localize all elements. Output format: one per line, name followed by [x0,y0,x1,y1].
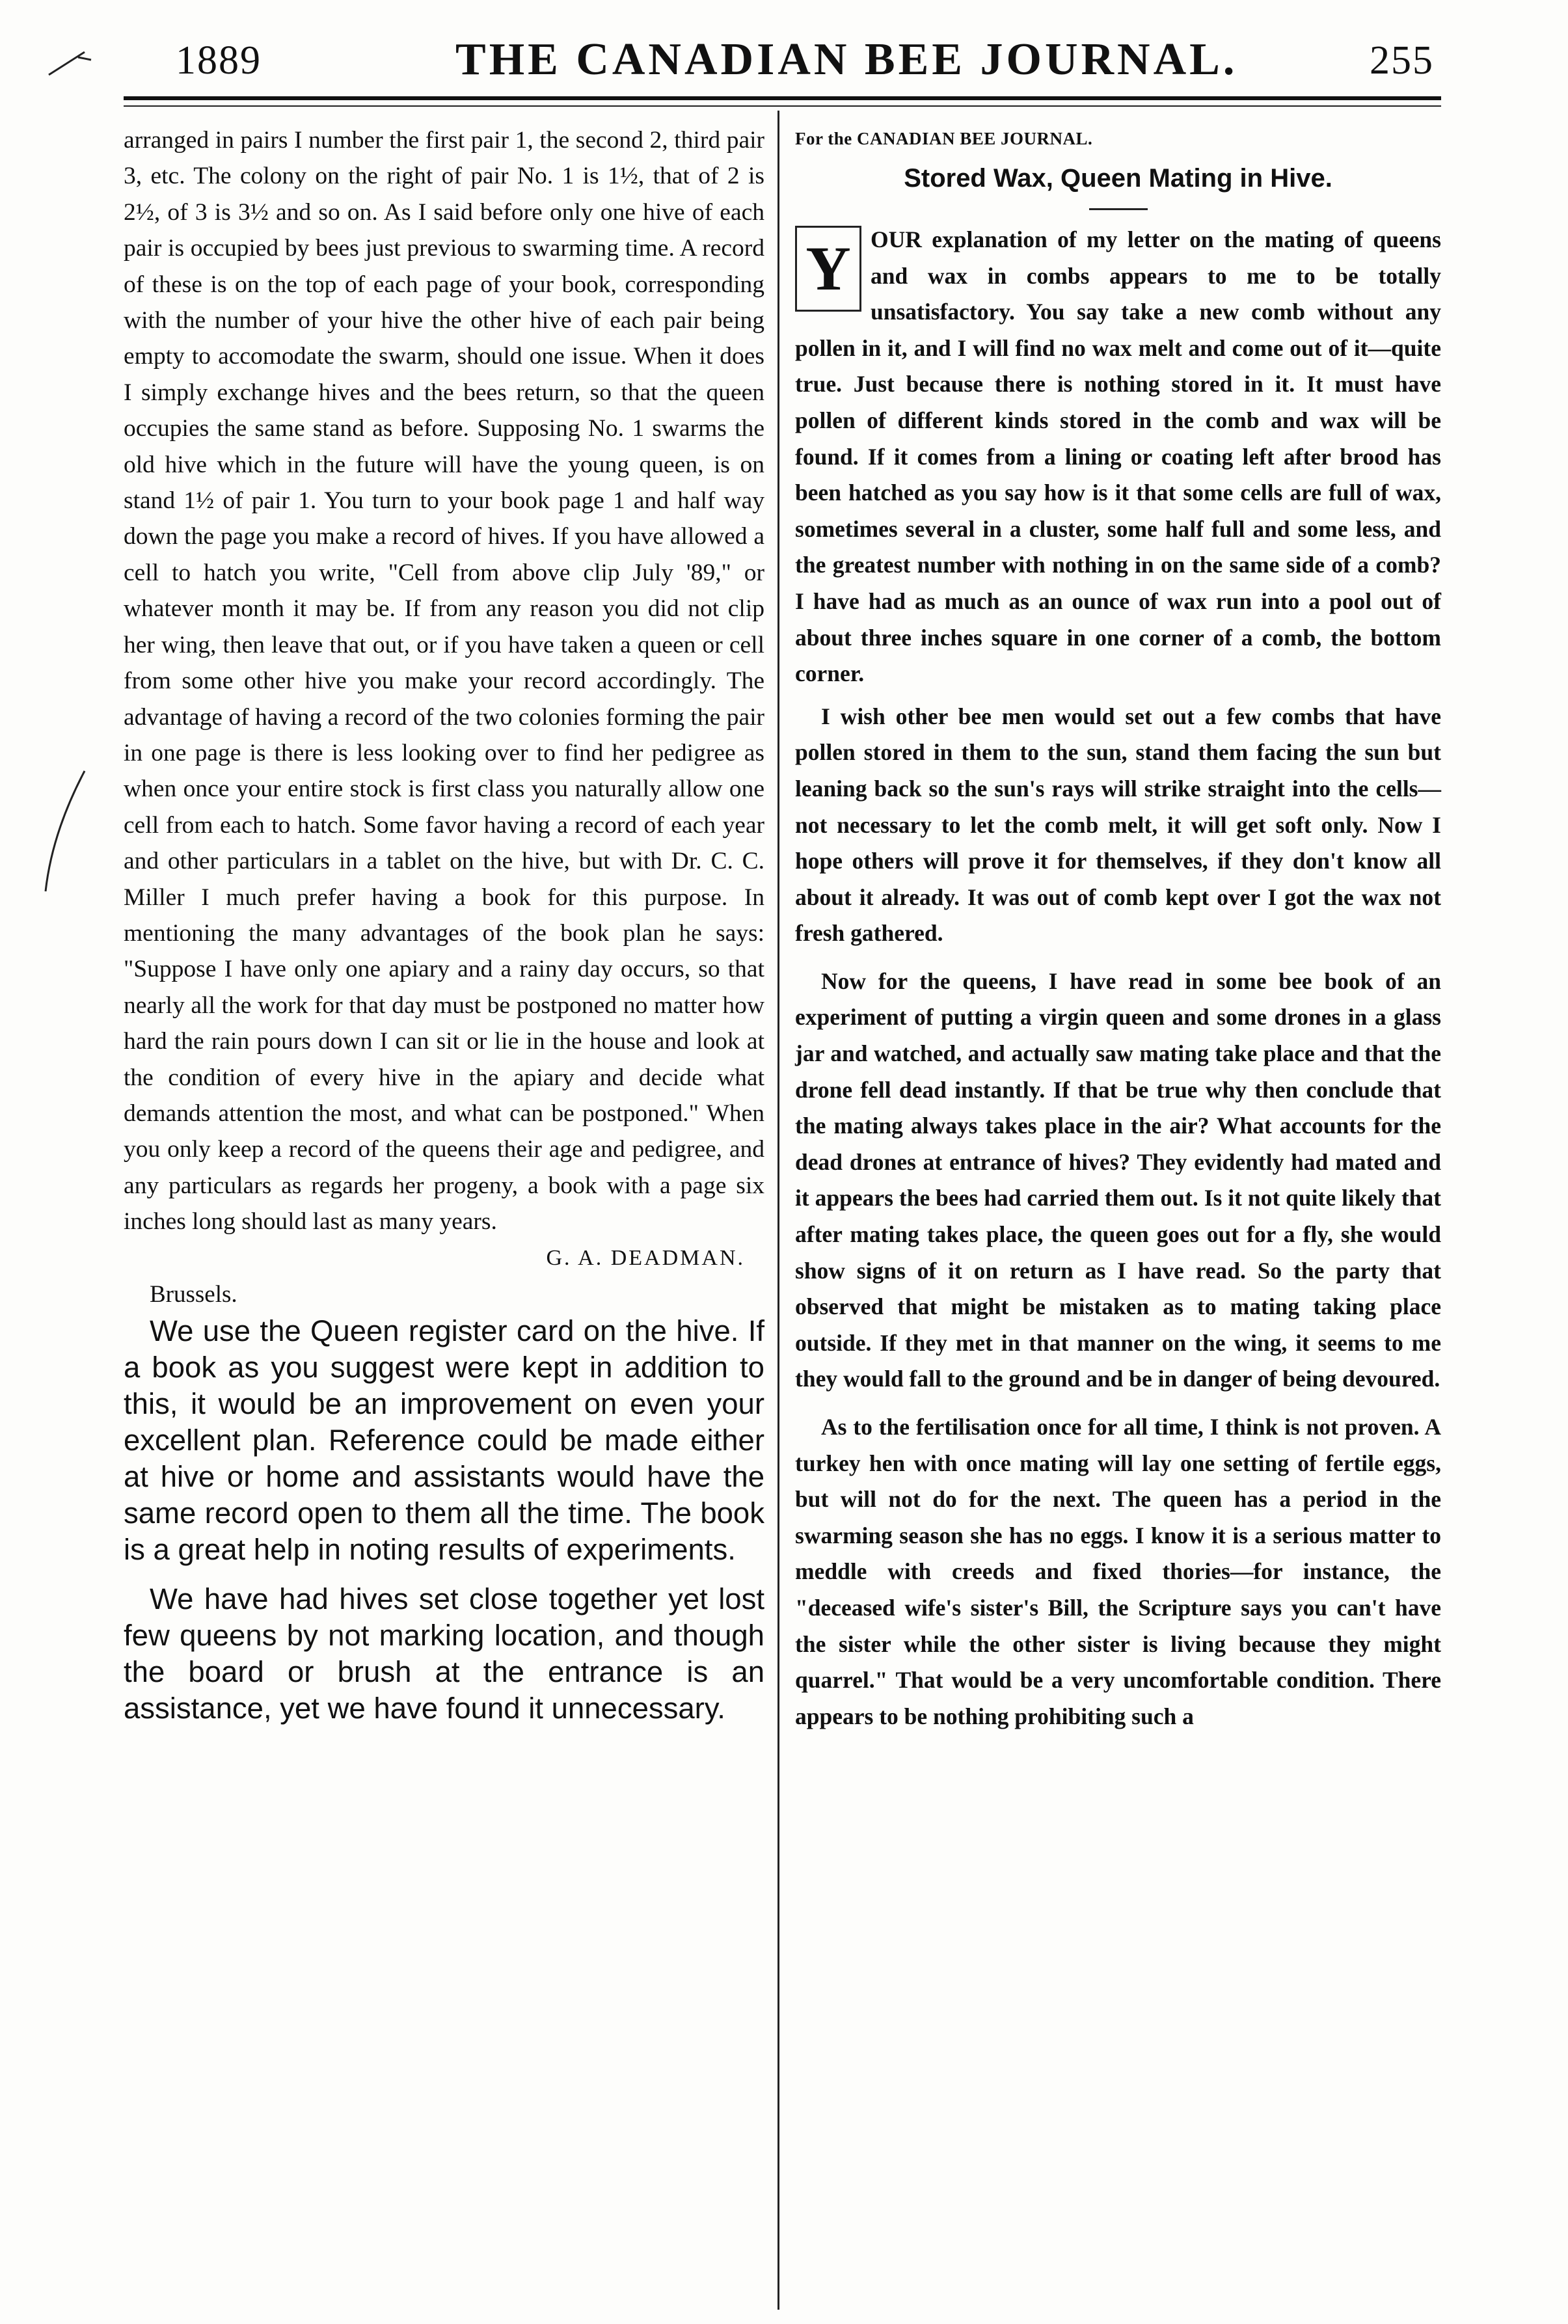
header-rule-thick [124,96,1441,100]
spacer [124,1568,764,1581]
margin-bracket-mark [39,768,91,898]
margin-pencil-mark [46,46,98,85]
author-signature: G. A. DEADMAN. [546,1245,745,1270]
left-paragraph-1: arranged in pairs I number the first pair 1, the second 2, third pair 3, etc. The colony on the right of pair No. 1 is 1½, that of 2 is 2½, of 3 is 3½ and so on. As I said before only one hive of each pair is occupied by bees just previous to swarming time. A record of these is on the top of each page of your book, corresponding with the number of your hive the other hive of each pair being empty to accomodate the swarm, should one issue. When it does I simply exchange hives and the bees return, so that the queen occupies the same stand as before. Supposing No. 1 swarms the old hive which in the future will have the young queen, is on stand 1½ of pair 1. You turn to your book page 1 and half way down the page you make a record of hives. If you have allowed a cell to hatch you write, "Cell from above clip July '89," or whatever month it may be. If from any reason you did not clip her wing, then leave that out, or if you have taken a queen or cell from some other hive you make your record accordingly. The advantage of having a record of the two colonies forming the pair in one page is there is less looking over to find her pedigree as when once your entire stock is first class you naturally allow one cell from each to hatch. Some favor having a record of each year and other particulars in a tablet on the hive, but with Dr. C. C. Miller I much prefer having a book for this purpose. In mentioning the many advantages of the book plan he says: "Suppose I have only one apiary and a rainy day occurs, so that nearly all the work for that day must be postponed no matter how hard the rain pours down I can sit or lie in the house and look at the condition of every hive in the apiary and decide what demands attention the most, and what can be postponed." When you only keep a record of the queens their age and pedigree, and any particulars as regards her progeny, a book with a page six inches long should last as many years. [124,127,764,1236]
right-paragraph-1 [795,222,1441,692]
title-rule [1089,208,1148,210]
article-title: Stored Wax, Queen Mating in Hive. [904,164,1332,193]
editor-reply-2: We have had hives set close together yet lost few queens by not marking location, and though the board or brush at the entrance is an assistance, yet we have found it unnecessary. [124,1582,764,1725]
header-year: 1889 [176,38,262,83]
author-place: Brussels. [150,1280,237,1308]
column-separator [777,111,779,2310]
right-paragraph-1-text: OUR explanation of my letter on the mating of queens and wax in combs appears to me to be totally unsatisfactory. You say take a new comb without any pollen in it, and I will find no wax melt and come out of it—quite true. Just because there is nothing stored in it. It must have pollen of different kinds stored in the comb and wax will be found. If it comes from a lining or coating left after brood has been hatched as you say how is it that some cells are full of wax, sometimes several in a cluster, some half full and some less, and the greatest number with nothing in on the same side of a comb? I have had as much as an ounce of wax run into a pool out of about three inches square in one corner of a comb, the bottom corner. [795,226,1441,687]
drop-cap: Y [795,226,861,312]
spacer [795,692,1441,699]
article-source: For the CANADIAN BEE JOURNAL. [795,129,1093,148]
right-column [795,122,1441,1735]
spacer [795,1398,1441,1409]
page-number: 255 [1370,38,1434,83]
spacer [795,952,1441,964]
header-rule-thin [124,105,1441,107]
right-paragraph-4: As to the fertilisation once for all time, I think is not proven. A turkey hen with once mating will lay one setting of fertile eggs, but will not do for the next. The queen has a period in the swarming season she has no eggs. I know it is a serious matter to meddle with creeds and fixed thories—for instance, the "deceased wife's sister's Bill, the Scripture says you can't have the sister while the other sister is living because they might quarrel." That would be a very uncomfortable condition. There appears to be nothing prohibiting such a [795,1414,1441,1729]
right-paragraph-2: I wish other bee men would set out a few combs that have pollen stored in them to the sun, stand them facing the sun but leaning back so the sun's rays will strike straight into the cells—not necessary to let the comb melt, it will get soft only. Now I hope others will prove it for themselves, if they don't know all about it already. It was out of comb kept over I got the wax not fresh gathered. [795,703,1441,947]
journal-title: THE CANADIAN BEE JOURNAL. [455,34,1238,85]
editor-reply-1: We use the Queen register card on the hive. If a book as you suggest were kept in addition to this, it would be an improvement on even your excellent plan. Reference could be made either at hive or home and assistants would have the same record open to them all the time. The book is a great help in noting results of experiments. [124,1314,764,1566]
right-paragraph-3: Now for the queens, I have read in some bee book of an experiment of putting a virgin queen and some drones in a glass jar and watched, and actually saw mating take place and that the drone fell dead instantly. If that be true why then conclude that the mating always takes place in the air? What accounts for the dead drones at entrance of hives? They evidently had mated and it appears the bees had carried them out. Is it not quite likely that after mating takes place, the queen goes out for a fly, she would show signs of it on return as I have read. So the party that observed that might be mistaken as to mating taking place outside. If they met in that manner on the wing, it seems to me they would fall to the ground and be in danger of being devoured. [795,967,1441,1392]
left-column [124,122,764,1727]
